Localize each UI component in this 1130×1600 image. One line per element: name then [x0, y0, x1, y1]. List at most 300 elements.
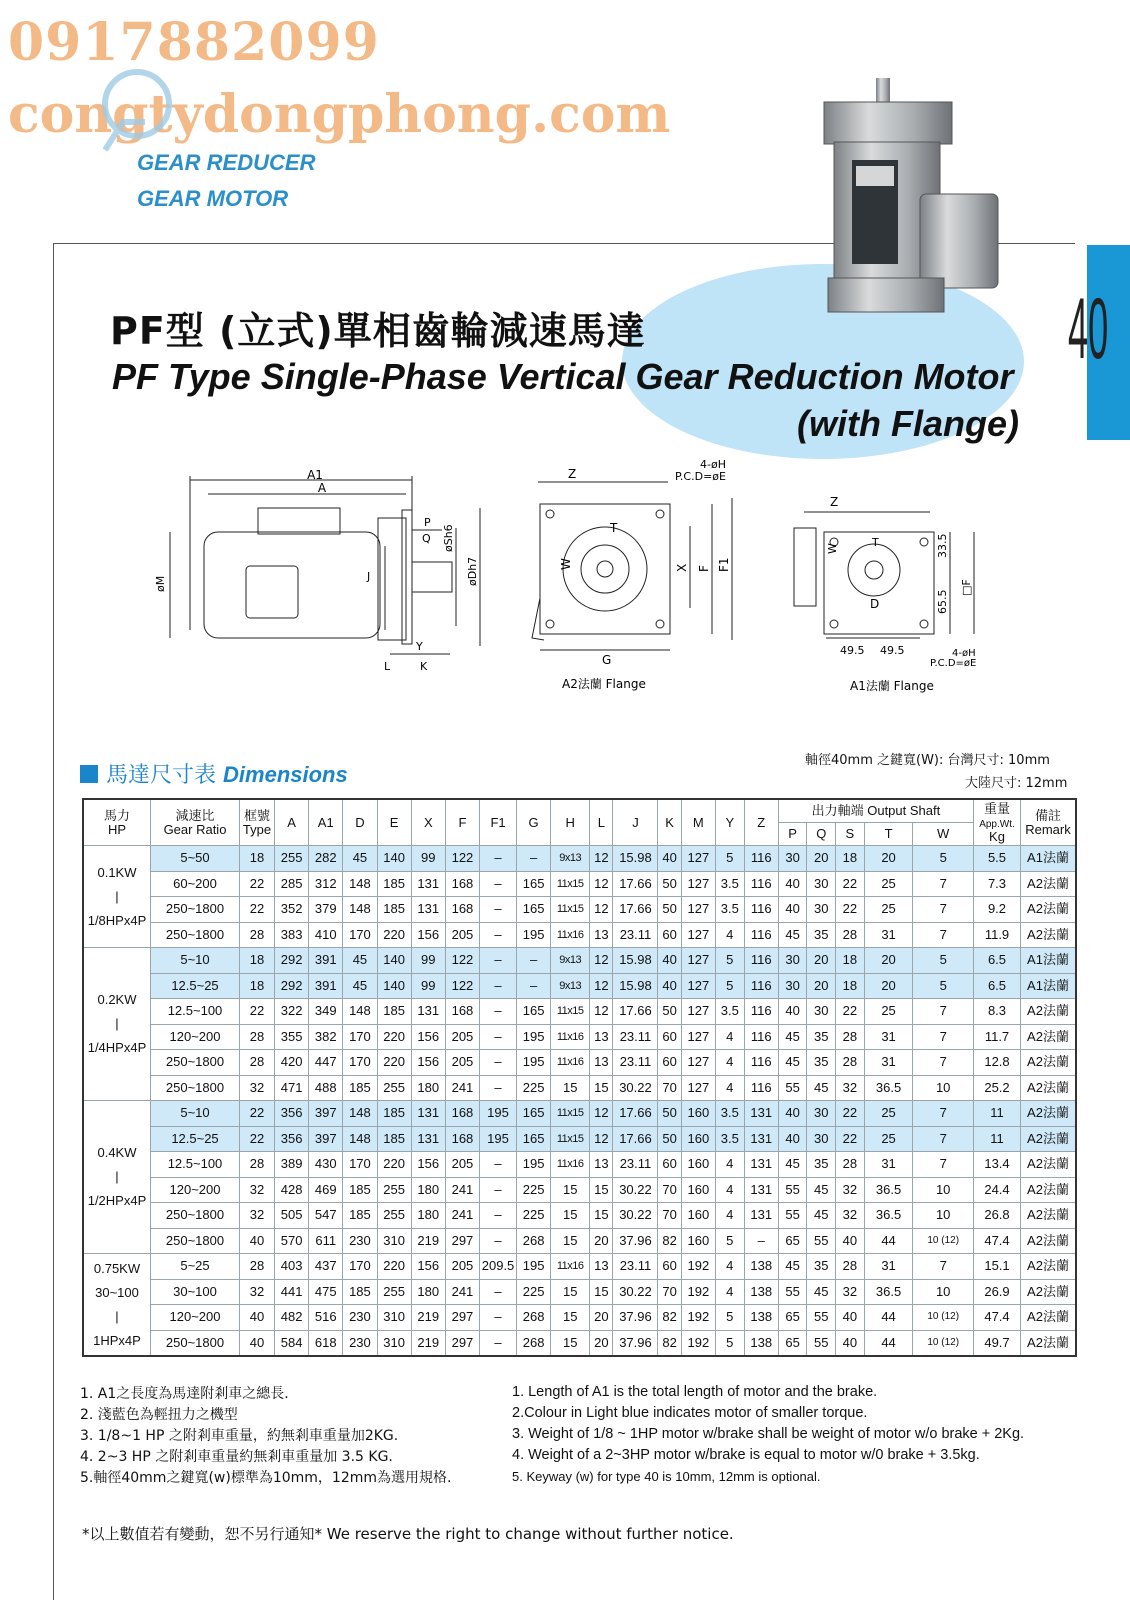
table-cell: 12.5~100 [151, 999, 240, 1025]
table-cell: 32 [836, 1075, 865, 1101]
table-cell: 20 [864, 973, 913, 999]
header-shaft-col: W [913, 823, 974, 846]
table-cell: 22 [240, 1101, 275, 1127]
table-cell: – [480, 1330, 517, 1356]
table-cell: 148 [343, 897, 377, 923]
table-cell: 185 [343, 1279, 377, 1305]
table-cell: 410 [309, 922, 343, 948]
table-cell: 65 [778, 1305, 807, 1331]
a2-label-h: 4-øH [700, 458, 726, 471]
table-cell: 148 [343, 999, 377, 1025]
table-cell: 7 [913, 999, 974, 1025]
table-cell: 30.22 [613, 1279, 658, 1305]
table-cell: – [480, 1152, 517, 1178]
table-cell: 5 [715, 1228, 744, 1254]
table-cell: 8.3 [974, 999, 1021, 1025]
table-cell: 5 [715, 846, 744, 872]
table-row [83, 1254, 1076, 1280]
a1-label-f: □F [960, 579, 973, 596]
table-cell: 37.96 [613, 1330, 658, 1356]
a2-caption: A2法蘭 Flange [562, 677, 646, 691]
table-cell: 310 [377, 1305, 411, 1331]
table-cell: 28 [240, 1254, 275, 1280]
table-cell: 250~1800 [151, 897, 240, 923]
table-cell: 17.66 [613, 1101, 658, 1127]
table-cell: 516 [309, 1305, 343, 1331]
table-cell: 40 [240, 1305, 275, 1331]
section-heading-en: Dimensions [223, 762, 348, 787]
table-cell: 230 [343, 1305, 377, 1331]
notes-chinese [80, 1384, 451, 1489]
table-cell: 65 [778, 1228, 807, 1254]
table-cell: 352 [275, 897, 309, 923]
table-cell: 15 [551, 1279, 590, 1305]
table-cell: 40 [778, 999, 807, 1025]
table-cell: 4 [715, 1203, 744, 1229]
header-col: F [445, 799, 479, 846]
table-cell: 28 [240, 1152, 275, 1178]
left-rule [53, 243, 54, 1600]
table-cell: 60 [658, 1050, 681, 1076]
table-cell: 23.11 [613, 1152, 658, 1178]
table-cell: 482 [275, 1305, 309, 1331]
table-cell: 10 (12) [913, 1305, 974, 1331]
table-cell: 11x16 [551, 1254, 590, 1280]
table-cell: 31 [864, 1152, 913, 1178]
table-cell: 127 [681, 846, 715, 872]
header-col: X [411, 799, 445, 846]
table-cell: A2法蘭 [1021, 1330, 1077, 1356]
table-cell: 131 [411, 1101, 445, 1127]
table-cell: 156 [411, 1152, 445, 1178]
label-sh: øSh6 [442, 524, 455, 552]
table-cell: 11.7 [974, 1024, 1021, 1050]
table-cell: 99 [411, 948, 445, 974]
table-cell: 45 [343, 948, 377, 974]
table-cell: 28 [836, 1254, 865, 1280]
table-cell: 285 [275, 871, 309, 897]
watermark-site: congtydongphong.com [8, 84, 671, 145]
table-cell: A2法蘭 [1021, 1024, 1077, 1050]
table-cell: 120~200 [151, 1024, 240, 1050]
table-cell: 219 [411, 1305, 445, 1331]
table-cell: – [480, 1075, 517, 1101]
table-cell: 116 [744, 1050, 778, 1076]
table-cell: 10 [913, 1279, 974, 1305]
table-cell: 65 [778, 1330, 807, 1356]
table-cell: 40 [778, 897, 807, 923]
label-y: Y [416, 640, 423, 653]
table-cell: A2法蘭 [1021, 1228, 1077, 1254]
a1-label-v2: 65.5 [936, 589, 949, 614]
table-cell: 36.5 [864, 1075, 913, 1101]
table-cell: 195 [517, 922, 551, 948]
table-cell: 160 [681, 1228, 715, 1254]
table-cell: 30 [778, 948, 807, 974]
table-cell: 30 [778, 973, 807, 999]
table-cell: 20 [807, 948, 836, 974]
table-cell: 36.5 [864, 1279, 913, 1305]
table-cell: – [480, 999, 517, 1025]
table-row [83, 1330, 1076, 1356]
table-row [83, 1228, 1076, 1254]
table-cell: – [517, 973, 551, 999]
table-cell: 10 [913, 1177, 974, 1203]
table-cell: 165 [517, 1101, 551, 1127]
table-cell: A2法蘭 [1021, 999, 1077, 1025]
table-row [83, 897, 1076, 923]
table-cell: 220 [377, 922, 411, 948]
table-cell: A2法蘭 [1021, 1075, 1077, 1101]
table-cell: 160 [681, 1177, 715, 1203]
table-cell: 131 [411, 1126, 445, 1152]
table-cell: 156 [411, 922, 445, 948]
table-cell: 12.5~100 [151, 1152, 240, 1178]
table-cell: 180 [411, 1075, 445, 1101]
table-cell: 195 [480, 1126, 517, 1152]
header-col: H [551, 799, 590, 846]
table-cell: 116 [744, 922, 778, 948]
table-cell: 437 [309, 1254, 343, 1280]
table-cell: 4 [715, 1050, 744, 1076]
hp-cell [83, 1101, 151, 1254]
table-cell: 36.5 [864, 1177, 913, 1203]
hp-line: 1/8HPx4P [87, 912, 147, 928]
table-cell: 156 [411, 1024, 445, 1050]
table-row [83, 1152, 1076, 1178]
table-cell: 45 [343, 973, 377, 999]
table-cell: A2法蘭 [1021, 1177, 1077, 1203]
table-cell: 185 [343, 1177, 377, 1203]
title-english-flange: (with Flange) [797, 403, 1019, 444]
table-cell: 469 [309, 1177, 343, 1203]
table-cell: 297 [445, 1330, 479, 1356]
table-cell: – [480, 922, 517, 948]
table-cell: 82 [658, 1305, 681, 1331]
table-cell: A2法蘭 [1021, 1305, 1077, 1331]
table-cell: 49.7 [974, 1330, 1021, 1356]
table-cell: 11x15 [551, 897, 590, 923]
a1-label-h1: 49.5 [840, 644, 865, 657]
label-a: A [317, 481, 327, 495]
page-number: 40 [1068, 281, 1109, 377]
table-cell: 40 [658, 948, 681, 974]
hp-line: 0.4KW [97, 1145, 137, 1160]
table-cell: 13.4 [974, 1152, 1021, 1178]
hp-cell [83, 1254, 151, 1357]
table-cell: 127 [681, 897, 715, 923]
header-col: F1 [480, 799, 517, 846]
hp-line: 30~100 [95, 1284, 139, 1300]
table-cell: 3.5 [715, 1101, 744, 1127]
table-cell: 20 [807, 973, 836, 999]
note-cn: 1. A1之長度為馬達附剎車之總長. [80, 1386, 289, 1402]
table-cell: 268 [517, 1305, 551, 1331]
table-cell: 195 [517, 1152, 551, 1178]
table-cell: 297 [445, 1305, 479, 1331]
table-cell: 138 [744, 1254, 778, 1280]
table-cell: A2法蘭 [1021, 1279, 1077, 1305]
brand-logo-icon [95, 62, 175, 157]
table-cell: 165 [517, 1126, 551, 1152]
table-cell: 3.5 [715, 999, 744, 1025]
table-cell: 12 [590, 973, 613, 999]
table-cell: 37.96 [613, 1305, 658, 1331]
table-cell: 391 [309, 973, 343, 999]
table-cell: 268 [517, 1228, 551, 1254]
table-cell: 205 [445, 1050, 479, 1076]
table-cell: 220 [377, 1024, 411, 1050]
table-cell: 25 [864, 871, 913, 897]
table-cell: – [480, 1050, 517, 1076]
table-cell: A1法蘭 [1021, 948, 1077, 974]
table-row [83, 948, 1076, 974]
table-cell: – [480, 871, 517, 897]
table-cell: 13 [590, 1254, 613, 1280]
table-cell: A2法蘭 [1021, 871, 1077, 897]
table-cell: 4 [715, 1177, 744, 1203]
header-shaft-col: P [778, 823, 807, 846]
a2-label-pcd: P.C.D=øE [675, 470, 726, 483]
table-cell: 397 [309, 1126, 343, 1152]
table-cell: 185 [377, 1126, 411, 1152]
table-cell: 140 [377, 973, 411, 999]
watermark-phone: 0917882099 [8, 12, 380, 73]
table-cell: 40 [778, 871, 807, 897]
table-cell: 70 [658, 1203, 681, 1229]
table-cell: 5 [715, 1305, 744, 1331]
table-cell: 20 [590, 1305, 613, 1331]
table-cell: 22 [836, 1126, 865, 1152]
table-cell: 170 [343, 1152, 377, 1178]
table-cell: 15.1 [974, 1254, 1021, 1280]
table-cell: 50 [658, 1101, 681, 1127]
table-cell: 32 [240, 1279, 275, 1305]
a1-label-v1: 33.5 [936, 533, 949, 558]
table-cell: 5.5 [974, 846, 1021, 872]
side-view-drawing [150, 470, 490, 680]
a1-label-d: D [870, 597, 880, 611]
table-cell: 50 [658, 871, 681, 897]
table-cell: 12.5~25 [151, 1126, 240, 1152]
brand-gear-reducer: GEAR REDUCER [137, 150, 316, 175]
keyway-note-line1: 軸徑40mm 之鍵寬(W): 台灣尺寸: 10mm [805, 753, 1050, 768]
table-cell: 185 [377, 1101, 411, 1127]
table-cell: 138 [744, 1305, 778, 1331]
hp-line: 1HPx4P [93, 1332, 141, 1348]
table-cell: 7 [913, 1126, 974, 1152]
table-cell: 11x15 [551, 999, 590, 1025]
table-cell: 32 [836, 1279, 865, 1305]
table-cell: 30.22 [613, 1203, 658, 1229]
table-cell: 60 [658, 1152, 681, 1178]
table-cell: 250~1800 [151, 1075, 240, 1101]
table-cell: – [480, 1024, 517, 1050]
table-cell: 165 [517, 897, 551, 923]
table-cell: 428 [275, 1177, 309, 1203]
table-cell: 310 [377, 1330, 411, 1356]
note-en: 5. Keyway (w) for type 40 is 10mm, 12mm is optional. [512, 1469, 821, 1484]
table-cell: 20 [807, 846, 836, 872]
table-cell: 11x15 [551, 871, 590, 897]
a2-label-g: G [602, 653, 612, 667]
table-cell: 30.22 [613, 1075, 658, 1101]
table-cell: 44 [864, 1305, 913, 1331]
header-gear-ratio: 減速比 Gear Ratio [151, 799, 240, 846]
table-cell: 11x16 [551, 1152, 590, 1178]
table-cell: 17.66 [613, 871, 658, 897]
table-cell: 584 [275, 1330, 309, 1356]
table-row [83, 1305, 1076, 1331]
table-cell: 268 [517, 1330, 551, 1356]
table-cell: – [480, 973, 517, 999]
table-cell: 185 [377, 999, 411, 1025]
table-cell: 99 [411, 846, 445, 872]
table-cell: 205 [445, 1254, 479, 1280]
table-cell: 255 [377, 1203, 411, 1229]
table-cell: 31 [864, 1050, 913, 1076]
table-cell: 30 [778, 846, 807, 872]
table-cell: 26.9 [974, 1279, 1021, 1305]
table-cell: 15 [551, 1075, 590, 1101]
table-cell: 22 [836, 897, 865, 923]
keyway-note-line2: 大陸尺寸: 12mm [965, 776, 1068, 791]
title-chinese: PF型 (立式)單相齒輪減速馬達 [110, 309, 646, 353]
table-cell: 40 [658, 973, 681, 999]
table-cell: 10 (12) [913, 1228, 974, 1254]
table-cell: 170 [343, 922, 377, 948]
table-cell: 250~1800 [151, 1330, 240, 1356]
table-cell: 195 [480, 1101, 517, 1127]
table-cell: 7 [913, 1152, 974, 1178]
table-cell: 120~200 [151, 1177, 240, 1203]
table-cell: 225 [517, 1203, 551, 1229]
table-cell: 127 [681, 1075, 715, 1101]
table-cell: 5 [913, 846, 974, 872]
table-cell: 168 [445, 999, 479, 1025]
table-cell: 389 [275, 1152, 309, 1178]
table-cell: 70 [658, 1279, 681, 1305]
table-cell: 168 [445, 897, 479, 923]
header-hp: 馬力 HP [83, 799, 151, 846]
table-cell: 60 [658, 1254, 681, 1280]
table-row [83, 1126, 1076, 1152]
table-cell: 35 [807, 1152, 836, 1178]
table-cell: 322 [275, 999, 309, 1025]
dimensions-table [82, 798, 1077, 1357]
label-p: P [424, 516, 431, 529]
a1-label-pcd: P.C.D=øE [930, 658, 977, 669]
table-row [83, 1075, 1076, 1101]
table-cell: 45 [778, 1050, 807, 1076]
table-cell: 441 [275, 1279, 309, 1305]
table-cell: 297 [445, 1228, 479, 1254]
note-cn: 5.軸徑40mm之鍵寬(w)標準為10mm，12mm為選用規格. [80, 1470, 452, 1486]
table-cell: 131 [411, 999, 445, 1025]
table-cell: 225 [517, 1279, 551, 1305]
table-cell: 131 [744, 1177, 778, 1203]
label-a1: A1 [307, 470, 323, 482]
table-cell: 28 [240, 1024, 275, 1050]
table-row [83, 922, 1076, 948]
hp-line: | [115, 1016, 119, 1031]
table-cell: 50 [658, 999, 681, 1025]
table-cell: 5 [715, 948, 744, 974]
table-cell: 28 [836, 1050, 865, 1076]
table-cell: 17.66 [613, 1126, 658, 1152]
table-cell: 55 [778, 1203, 807, 1229]
table-cell: – [480, 1203, 517, 1229]
note-en: 3. Weight of 1/8 ~ 1HP motor w/brake shall be weight of motor w/o brake + 2Kg. [512, 1426, 1025, 1442]
table-cell: 15 [551, 1177, 590, 1203]
table-cell: 22 [240, 1126, 275, 1152]
table-cell: 131 [411, 871, 445, 897]
table-cell: 18 [240, 948, 275, 974]
table-row [83, 1050, 1076, 1076]
header-shaft-col: T [864, 823, 913, 846]
table-cell: 430 [309, 1152, 343, 1178]
table-cell: 195 [517, 1050, 551, 1076]
table-cell: 447 [309, 1050, 343, 1076]
table-cell: 22 [240, 999, 275, 1025]
header-col: J [613, 799, 658, 846]
header-type: 框號 Type [240, 799, 275, 846]
table-cell: 255 [377, 1075, 411, 1101]
header-output-shaft: 出力軸端 Output Shaft [778, 799, 973, 823]
table-cell: 122 [445, 846, 479, 872]
table-cell: 11x15 [551, 1126, 590, 1152]
table-cell: 225 [517, 1075, 551, 1101]
table-cell: 32 [240, 1075, 275, 1101]
table-cell: 45 [807, 1279, 836, 1305]
hp-cell [83, 846, 151, 948]
table-cell: 131 [744, 1203, 778, 1229]
notes-english [512, 1382, 1024, 1487]
table-cell: 116 [744, 948, 778, 974]
table-cell: 40 [240, 1228, 275, 1254]
table-cell: 185 [343, 1203, 377, 1229]
table-cell: 116 [744, 897, 778, 923]
table-cell: 292 [275, 948, 309, 974]
table-cell: 195 [517, 1254, 551, 1280]
table-cell: 31 [864, 922, 913, 948]
table-cell: 45 [807, 1203, 836, 1229]
table-cell: 170 [343, 1024, 377, 1050]
table-cell: 160 [681, 1101, 715, 1127]
table-cell: 31 [864, 1024, 913, 1050]
table-cell: A2法蘭 [1021, 1126, 1077, 1152]
table-cell: 15 [590, 1279, 613, 1305]
table-cell: A2法蘭 [1021, 897, 1077, 923]
a1-label-t: T [872, 536, 879, 549]
hp-cell [83, 948, 151, 1101]
table-cell: 9x13 [551, 948, 590, 974]
table-cell: 26.8 [974, 1203, 1021, 1229]
a1-label-z: Z [830, 495, 839, 509]
table-cell: 180 [411, 1203, 445, 1229]
a1-flange-drawing [790, 488, 1020, 698]
table-cell: 5 [913, 948, 974, 974]
table-row [83, 871, 1076, 897]
table-cell: 160 [681, 1203, 715, 1229]
table-cell: – [480, 1279, 517, 1305]
table-cell: 7 [913, 922, 974, 948]
table-cell: 255 [275, 846, 309, 872]
hp-line: | [115, 888, 119, 904]
table-cell: 15.98 [613, 973, 658, 999]
table-cell: 131 [411, 897, 445, 923]
table-cell: 185 [377, 897, 411, 923]
